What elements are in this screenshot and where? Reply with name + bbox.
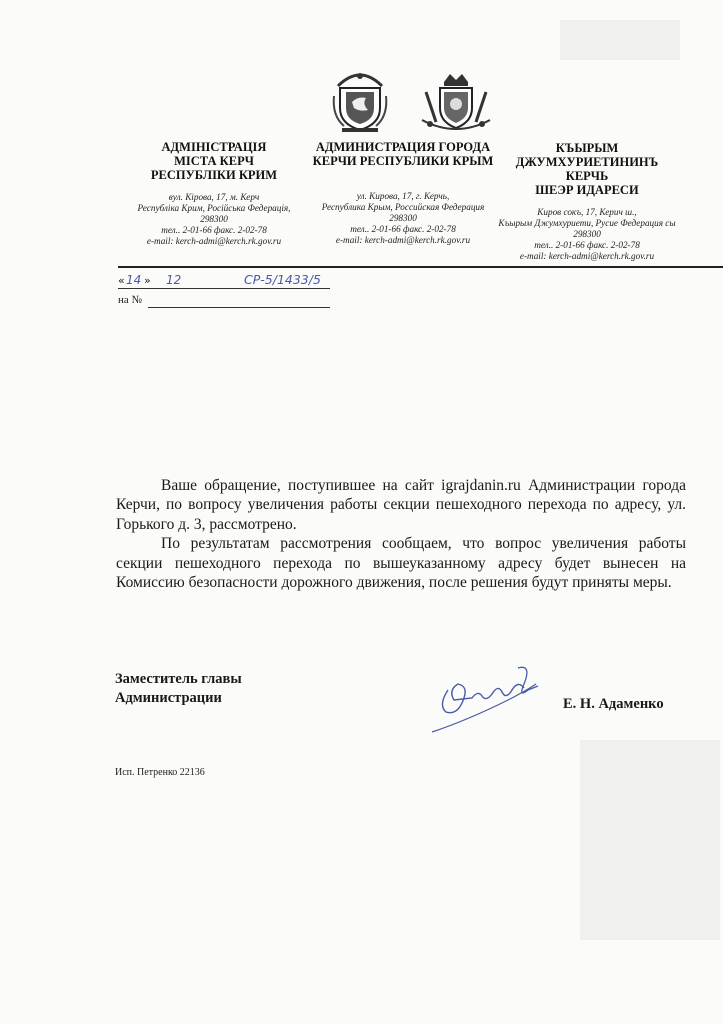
address-line: Къырым Джумхуриети, Русие Федерация сы [498,218,676,228]
signatory-title: Заместитель главы Администрации [115,671,242,706]
handwritten-signature [428,650,546,740]
body-paragraph: Ваше обращение, поступившее на сайт igrajdanin.ru Администрации города Керчи, по вопросу увеличения работы секции пешеходного перехода по адресу, ул. Горького д. 3, рассмотрено. [116,477,686,533]
postal-code: 298300 [389,213,417,223]
address-line: вул. Кірова, 17, м. Керч [168,192,260,202]
reference-number [118,294,338,310]
kerch-coat-of-arms-icon [420,72,492,134]
email: e-mail: kerch-admi@kerch.rk.gov.ru [146,236,282,246]
registration-month: 12 [166,273,182,287]
organization-name-russian: АДМИНИСТРАЦИЯ ГОРОДА КЕРЧИ РЕСПУБЛИКИ КРЫМ [312,140,494,168]
address-line: Республика Крым, Российская Федерация [321,202,485,212]
organization-name-ukrainian: АДМІНІСТРАЦІЯ МІСТА КЕРЧ РЕСПУБЛІКИ КРИМ [150,140,278,182]
header-column-ukrainian [112,140,316,247]
date-open-quote: « [118,274,125,287]
address-line: ул. Кирова, 17, г. Керчь, [356,191,450,201]
phone-fax: тел.. 2-01-66 факс. 2-02-78 [161,225,267,235]
registration-number-value: СР-5/1433/5 [244,272,321,287]
number-underline [240,288,330,289]
header-column-crimean-tatar [497,141,677,262]
registration-number [240,272,350,288]
body-paragraph: По результатам рассмотрения сообщаем, что вопрос увеличения работы секции пешеходного перехода по вышеуказанному адресу будет вынесен на Комиссию безопасности дорожного движения, после решения будут приняты меры. [116,535,686,592]
address-line: Киров сокъ, 17, Керич ш., [537,207,637,217]
executor-note: Исп. Петренко 22136 [115,767,205,778]
phone-fax: тел.. 2-01-66 факс. 2-02-78 [350,224,456,234]
reference-label: на № [118,294,143,306]
phone-fax: тел.. 2-01-66 факс. 2-02-78 [534,240,640,250]
header-separator [118,266,723,268]
reference-underline [148,307,330,308]
postal-code: 298300 [200,214,228,224]
registration-day: 14 [126,273,142,287]
signatory-name: Е. Н. Адаменко [563,696,664,712]
email: e-mail: kerch-admi@kerch.rk.gov.ru [335,235,471,245]
header-column-russian [308,140,498,246]
letter-body [116,476,686,592]
organization-name-crimean-tatar: КЪЫРЫМ ДЖУМХУРИЕТИНИНЪ КЕРЧЬ ШЕЭР ИДАРЕСИ [515,141,659,197]
postal-code: 298300 [573,229,601,239]
address-line: Республіка Крим, Російська Федерація, [137,203,291,213]
date-close-quote: » [144,274,151,287]
email: e-mail: kerch-admi@kerch.rk.gov.ru [519,251,655,261]
crimea-coat-of-arms-icon [330,68,390,134]
scan-artifact [580,740,720,940]
scan-artifact [560,20,680,60]
